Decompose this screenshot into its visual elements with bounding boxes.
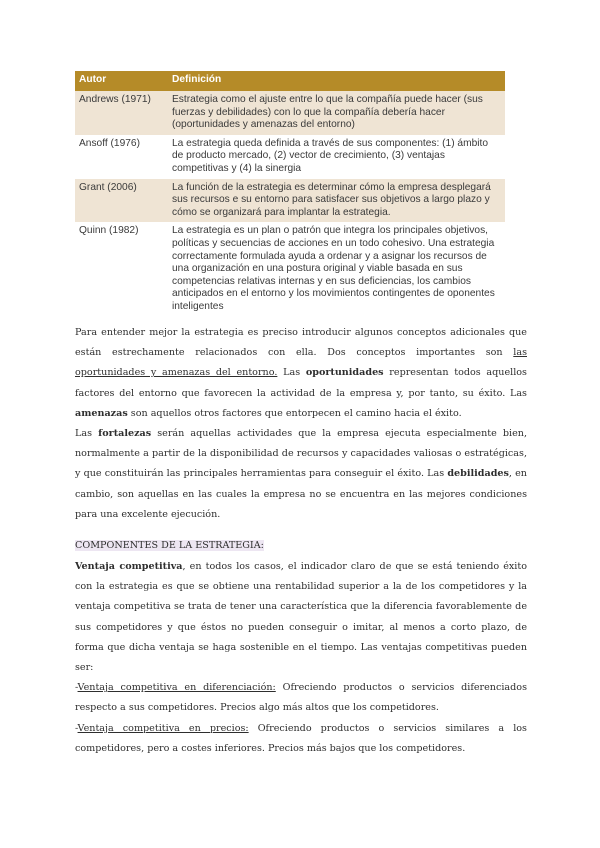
text-span: son aquellos otros factores que entorpecen el camino hacia el éxito. xyxy=(127,407,462,419)
text-span: serán aquellas actividades que la empresa ejecuta especialmente bien, normalmente a partir de la disponibilidad de recursos y capacidades valiosas o estratégicas, y que constituirán las principales herramientas para conseguir el éxito. Las xyxy=(75,428,527,480)
bold-term: Ventaja competitiva xyxy=(75,561,183,572)
bold-term: debilidades xyxy=(447,468,509,480)
text-span: Para entender mejor la estrategia es preciso introducir algunos conceptos adicionales que están estrechamente relacionados con ella. Dos conceptos importantes son xyxy=(75,327,527,359)
cell-autor: Andrews (1971) xyxy=(75,91,168,135)
paragraph-ventaja xyxy=(75,557,527,678)
cell-autor: Ansoff (1976) xyxy=(75,135,168,179)
body-text xyxy=(75,323,527,525)
list-item xyxy=(75,678,527,718)
dash-marker: - xyxy=(75,682,78,694)
table-row xyxy=(75,179,505,223)
underlined-term: Ventaja competitiva en precios: xyxy=(77,722,249,734)
list-item xyxy=(75,719,527,759)
table-row xyxy=(75,91,505,135)
underlined-term: Ventaja competitiva en diferenciación: xyxy=(77,682,276,694)
column-header-autor: Autor xyxy=(75,71,168,91)
bold-term: amenazas xyxy=(75,407,128,419)
cell-definicion: La función de la estrategia es determinar cómo la empresa desplegará sus recursos e su entorno para satisfacer sus objetivos a largo plazo y cómo se organizará para implantar la estrategia. xyxy=(168,179,505,223)
bold-term: fortalezas xyxy=(98,428,152,440)
paragraph-oportunidades xyxy=(75,323,527,424)
cell-definicion: La estrategia queda definida a través de sus componentes: (1) ámbito de producto mercado, (2) vector de crecimiento, (3) ventajas competitivas y (4) la sinergia xyxy=(168,135,505,179)
text-span: Ofreciendo productos o servicios similares a los competidores, pero a costes inferiores. Precios más bajos que los competidores. xyxy=(75,722,527,754)
text-span: Las xyxy=(75,428,99,440)
dash-marker: - xyxy=(75,722,78,734)
section-heading-wrap xyxy=(75,536,527,556)
table-row xyxy=(75,222,505,316)
cell-autor: Quinn (1982) xyxy=(75,222,168,316)
table-row xyxy=(75,135,505,179)
cell-autor: Grant (2006) xyxy=(75,179,168,223)
section-heading: COMPONENTES DE LA ESTRATEGIA: xyxy=(75,540,264,551)
cell-definicion: La estrategia es un plan o patrón que integra los principales objetivos, políticas y secuencias de acciones en un todo cohesivo. Una estrategia correctamente formulada ayuda a ordenar y a asignar los recursos de una organización en una postura original y viable basada en sus competencias relativas internas y en sus deficiencias, los cambios anticipados en el entorno y los movimientos contingentes de oponentes inteligentes xyxy=(168,222,505,316)
cell-definicion: Estrategia como el ajuste entre lo que la compañía puede hacer (sus fuerzas y debilidades) con lo que la compañía debería hacer (oportunidades y amenazas del entorno) xyxy=(168,91,505,135)
paragraph-fortalezas xyxy=(75,424,527,525)
text-span: , en todos los casos, el indicador claro de que se está teniendo éxito con la estrategia es que se obtiene una rentabilidad superior a la de los competidores y la ventaja competitiva se trata de tener una característica que la diferencia favorablemente de sus competidores y que éstos no pueden conseguir o imitar, al menos a corto plazo, de forma que dicha ventaja se haga sostenible en el tiempo. Las ventajas competitivas pueden ser: xyxy=(75,561,527,674)
table-header-row xyxy=(75,71,505,91)
definitions-table xyxy=(75,71,505,317)
underlined-term: las oportunidades y amenazas del entorno. xyxy=(75,347,527,379)
column-header-definicion: Definición xyxy=(168,71,505,91)
text-span: , en cambio, son aquellas en las cuales la empresa no se encuentra en las mejores condiciones para una excelente ejecución. xyxy=(75,468,527,520)
text-span: representan todos aquellos factores del entorno que favorecen la actividad de la empresa y, por tanto, su éxito. Las xyxy=(75,367,527,399)
body-text-components xyxy=(75,557,527,759)
bold-term: oportunidades xyxy=(305,367,384,379)
text-span: Ofreciendo productos o servicios diferenciados respecto a sus competidores. Precios algo más altos que los competidores. xyxy=(75,682,527,714)
text-span: Las xyxy=(277,367,306,379)
